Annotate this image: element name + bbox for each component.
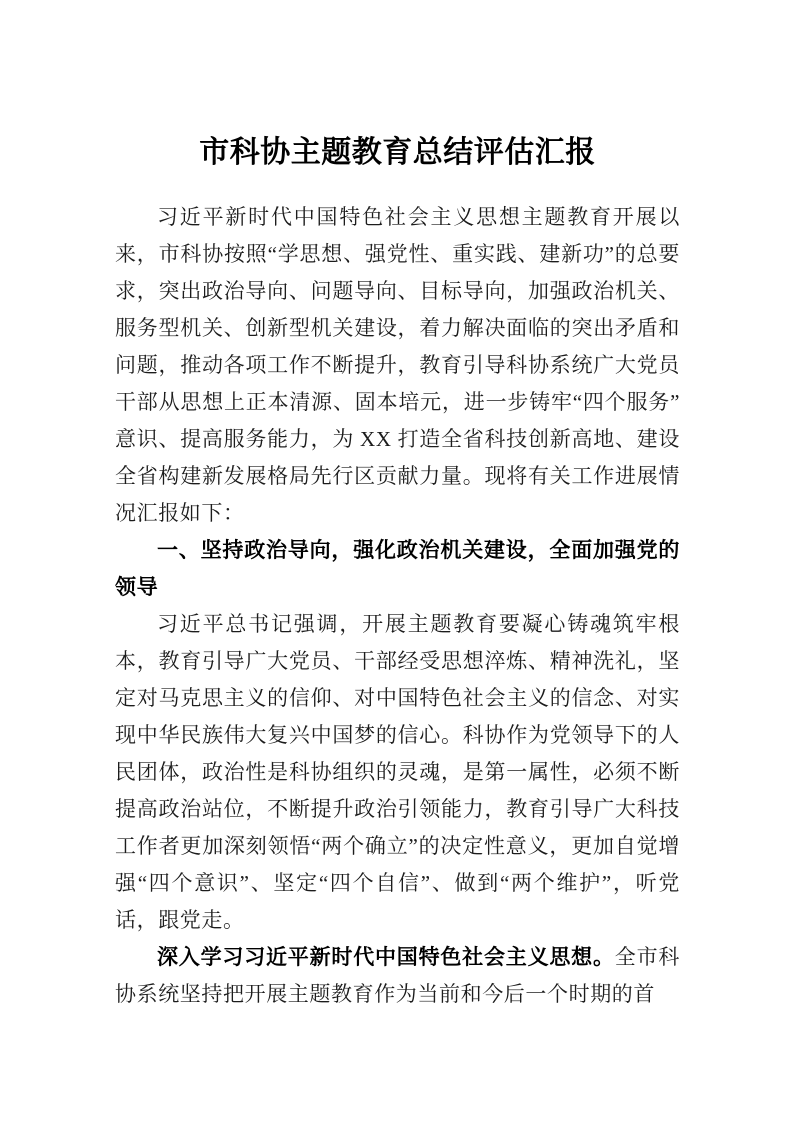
document-content (115, 131, 680, 1013)
paragraph-intro: 习近平新时代中国特色社会主义思想主题教育开展以来，市科协按照“学思想、强党性、重实践、建新功”的总要求，突出政治导向、问题导向、目标导向，加强政治机关、服务型机关、创新型机关建设，着力解决面临的突出矛盾和问题，推动各项工作不断提升，教育引导科协系统广大党员干部从思想上正本清源、固本培元，进一步铸牢“四个服务”意识、提高服务能力，为 XX 打造全省科技创新高地、建设全省构建新发展格局先行区贡献力量。现将有关工作进展情况汇报如下： (115, 205, 680, 525)
paragraph-study-thought (115, 939, 680, 1013)
paragraph-study-thought-text: 全市科协系统坚持把开展主题教育作为当前和今后一个时期的首 (115, 945, 680, 1006)
paragraph-section-1-body: 习近平总书记强调，开展主题教育要凝心铸魂筑牢根本，教育引导广大党员、干部经受思想淬炼、精神洗礼，坚定对马克思主义的信仰、对中国特色社会主义的信念、对实现中华民族伟大复兴中国梦的信心。科协作为党领导下的人民团体，政治性是科协组织的灵魂，是第一属性，必须不断提高政治站位，不断提升政治引领能力，教育引导广大科技工作者更加深刻领悟“两个确立”的决定性意义，更加自觉增强“四个意识”、坚定“四个自信”、做到“两个维护”，听党话，跟党走。 (115, 612, 680, 932)
section-heading-1: 一、坚持政治导向，强化政治机关建设，全面加强党的领导 (115, 539, 680, 599)
document-title: 市科协主题教育总结评估汇报 (199, 136, 596, 169)
paragraph-study-thought-lead: 深入学习习近平新时代中国特色社会主义思想。 (157, 945, 615, 969)
